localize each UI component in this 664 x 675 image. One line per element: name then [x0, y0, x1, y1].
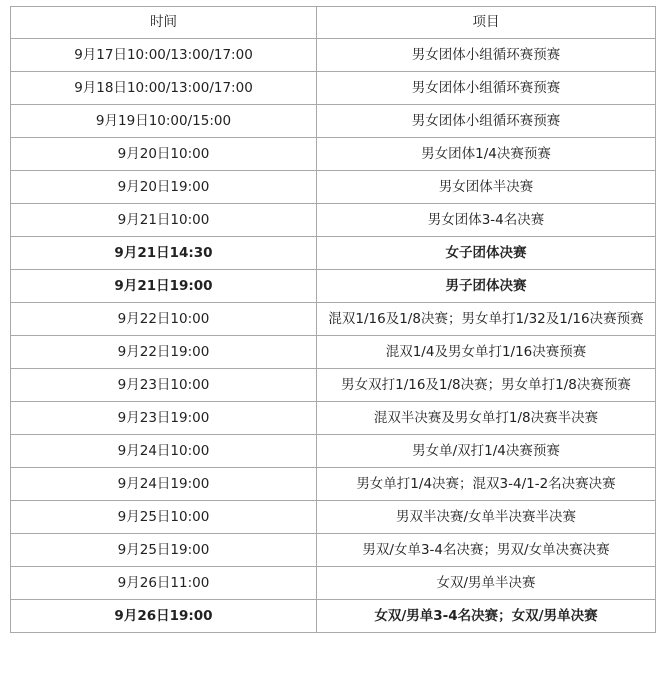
cell-time: 9月26日19:00	[11, 600, 317, 633]
table-row	[11, 435, 656, 468]
table-row	[11, 39, 656, 72]
table-row	[11, 204, 656, 237]
cell-item: 男双/女单3-4名决赛；男双/女单决赛决赛	[317, 534, 656, 567]
cell-time: 9月25日10:00	[11, 501, 317, 534]
cell-time: 9月21日19:00	[11, 270, 317, 303]
table-row	[11, 501, 656, 534]
table-row	[11, 270, 656, 303]
cell-time: 9月26日11:00	[11, 567, 317, 600]
table-row	[11, 534, 656, 567]
table-row	[11, 369, 656, 402]
cell-item: 男女团体3-4名决赛	[317, 204, 656, 237]
cell-item: 混双1/4及男女单打1/16决赛预赛	[317, 336, 656, 369]
cell-item: 男子团体决赛	[317, 270, 656, 303]
cell-time: 9月20日10:00	[11, 138, 317, 171]
cell-item: 男双半决赛/女单半决赛半决赛	[317, 501, 656, 534]
table-row	[11, 468, 656, 501]
cell-time: 9月21日14:30	[11, 237, 317, 270]
table-row	[11, 600, 656, 633]
table-row	[11, 402, 656, 435]
table-header-row	[11, 7, 656, 39]
cell-time: 9月18日10:00/13:00/17:00	[11, 72, 317, 105]
schedule-table	[10, 6, 656, 633]
cell-item: 男女团体小组循环赛预赛	[317, 105, 656, 138]
table-row	[11, 138, 656, 171]
cell-time: 9月23日19:00	[11, 402, 317, 435]
cell-item: 女子团体决赛	[317, 237, 656, 270]
cell-item: 女双/男单3-4名决赛；女双/男单决赛	[317, 600, 656, 633]
cell-time: 9月23日10:00	[11, 369, 317, 402]
table-row	[11, 567, 656, 600]
table-row	[11, 72, 656, 105]
table-row	[11, 171, 656, 204]
cell-item: 女双/男单半决赛	[317, 567, 656, 600]
table-row	[11, 105, 656, 138]
cell-time: 9月17日10:00/13:00/17:00	[11, 39, 317, 72]
cell-item: 混双1/16及1/8决赛；男女单打1/32及1/16决赛预赛	[317, 303, 656, 336]
column-header-item: 项目	[317, 7, 656, 39]
cell-item: 男女单/双打1/4决赛预赛	[317, 435, 656, 468]
cell-item: 男女团体小组循环赛预赛	[317, 39, 656, 72]
cell-item: 男女团体1/4决赛预赛	[317, 138, 656, 171]
cell-item: 男女团体半决赛	[317, 171, 656, 204]
cell-time: 9月25日19:00	[11, 534, 317, 567]
cell-time: 9月20日19:00	[11, 171, 317, 204]
cell-time: 9月21日10:00	[11, 204, 317, 237]
cell-item: 男女单打1/4决赛；混双3-4/1-2名决赛决赛	[317, 468, 656, 501]
cell-item: 混双半决赛及男女单打1/8决赛半决赛	[317, 402, 656, 435]
table-row	[11, 303, 656, 336]
cell-item: 男女双打1/16及1/8决赛；男女单打1/8决赛预赛	[317, 369, 656, 402]
cell-time: 9月24日19:00	[11, 468, 317, 501]
cell-time: 9月22日10:00	[11, 303, 317, 336]
cell-time: 9月19日10:00/15:00	[11, 105, 317, 138]
table-row	[11, 336, 656, 369]
cell-time: 9月24日10:00	[11, 435, 317, 468]
table-row	[11, 237, 656, 270]
schedule-rows	[11, 39, 656, 633]
column-header-time: 时间	[11, 7, 317, 39]
cell-item: 男女团体小组循环赛预赛	[317, 72, 656, 105]
cell-time: 9月22日19:00	[11, 336, 317, 369]
